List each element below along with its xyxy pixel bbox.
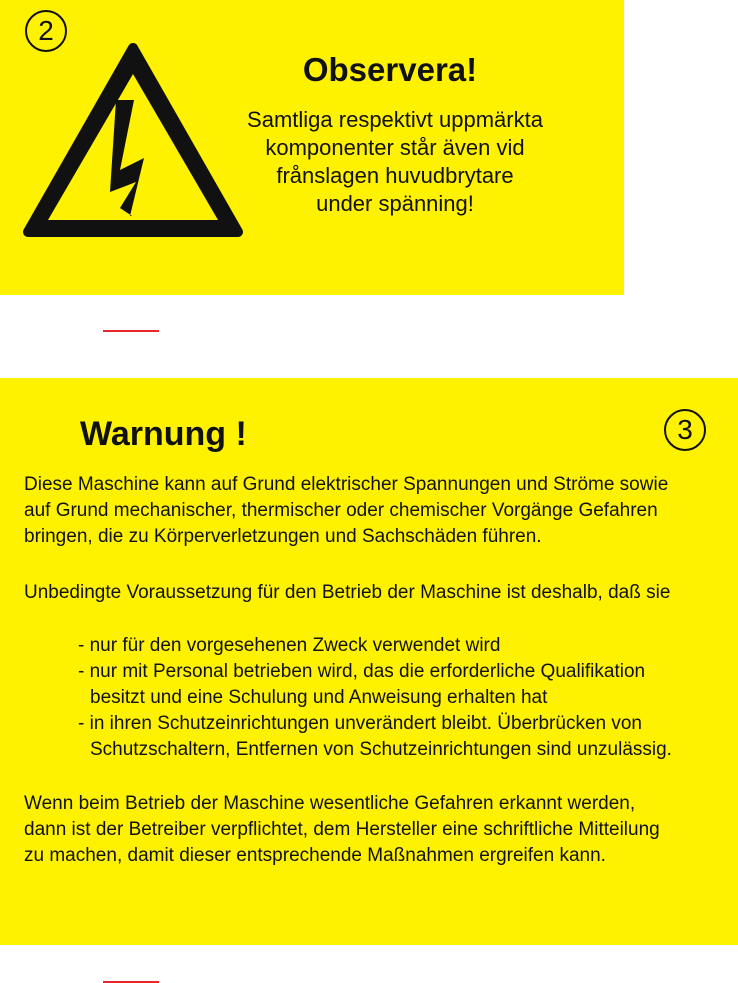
sign-body-line: Samtliga respektivt uppmärkta: [247, 107, 543, 132]
sign-number-badge: 3: [664, 409, 706, 451]
sign-body-line: under spänning!: [316, 191, 474, 216]
warning-paragraph-1: [24, 472, 668, 550]
warning-paragraph-2: [24, 580, 670, 606]
sign-title: Observera!: [302, 51, 478, 88]
paragraph-line: auf Grund mechanischer, thermischer oder chemischer Vorgänge Gefahren: [24, 500, 658, 521]
warning-paragraph-3: [24, 791, 660, 869]
paragraph-line: Unbedingte Voraussetzung für den Betrieb der Maschine ist deshalb, daß sie: [24, 582, 671, 603]
sign-body-line: komponenter står även vid: [265, 135, 525, 160]
list-item: - in ihren Schutzeinrichtungen unverändert bleibt. Überbrücken von: [78, 713, 642, 734]
warnung-sign: [0, 378, 738, 945]
list-item: - nur mit Personal betrieben wird, das die erforderliche Qualifikation: [78, 661, 646, 682]
paragraph-line: zu machen, damit dieser entsprechende Maßnahmen ergreifen kann.: [24, 845, 606, 866]
observera-sign: [0, 0, 624, 295]
paragraph-line: Wenn beim Betrieb der Maschine wesentliche Gefahren erkannt werden,: [24, 793, 636, 814]
list-item: - nur für den vorgesehenen Zweck verwendet wird: [78, 635, 501, 656]
paragraph-line: bringen, die zu Körperverletzungen und Sachschäden führen.: [24, 526, 542, 547]
sign-body-line: frånslagen huvudbrytare: [276, 163, 514, 188]
sign-number-badge: 2: [25, 10, 67, 52]
paragraph-line: Diese Maschine kann auf Grund elektrischer Spannungen und Ströme sowie: [24, 474, 669, 495]
requirements-list: [78, 633, 672, 763]
list-item-continuation: besitzt und eine Schulung und Anweisung erhalten hat: [90, 687, 548, 708]
list-item-continuation: Schutzschaltern, Entfernen von Schutzeinrichtungen sind unzulässig.: [90, 739, 672, 760]
sign-title: Warnung !: [80, 415, 247, 453]
paragraph-line: dann ist der Betreiber verpflichtet, dem Hersteller eine schriftliche Mitteilung: [24, 819, 660, 840]
sign-body: [200, 106, 590, 218]
red-separator-line: [103, 330, 159, 332]
